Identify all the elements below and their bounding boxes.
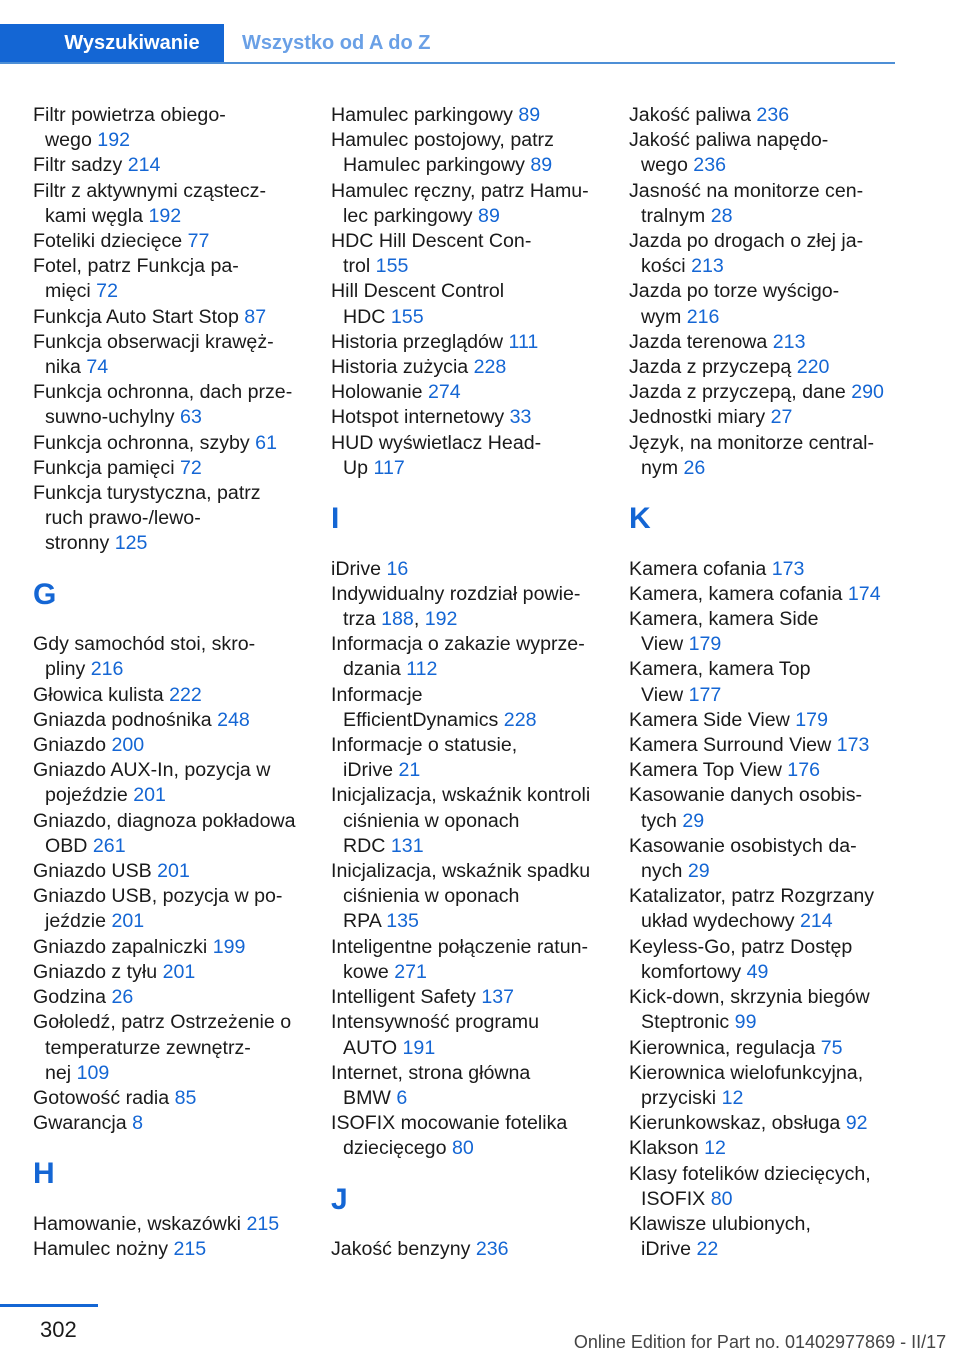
page-link[interactable]: 200	[111, 734, 145, 757]
page-link[interactable]: 125	[114, 532, 148, 555]
page-link[interactable]: 74	[86, 356, 109, 379]
index-entry	[331, 935, 601, 985]
entry-term: Kamera Side View	[629, 708, 796, 731]
index-entry: Indywidualny rozdział powie- trza 188, 192	[331, 582, 581, 631]
index-entry	[33, 431, 303, 456]
index-entry	[629, 557, 899, 582]
page-link[interactable]: 135	[386, 910, 419, 933]
page-link[interactable]: 290	[851, 381, 884, 404]
page-link[interactable]: 222	[169, 683, 202, 706]
entry-term: Hamulec parkingowy	[331, 104, 519, 126]
entry-term: ISOFIX	[641, 1187, 711, 1210]
index-entry	[629, 834, 899, 884]
page-link[interactable]: 85	[174, 1086, 197, 1109]
entry-term: Informacje	[331, 683, 423, 706]
entry-term: Filtr powietrza obiego-	[33, 104, 226, 126]
entry-term: Kamera cofania	[629, 557, 772, 580]
entry-term: stronny	[45, 532, 115, 555]
page-link[interactable]: 22	[696, 1238, 719, 1261]
index-entry	[33, 960, 303, 985]
index-entry	[331, 683, 601, 733]
entry-term: Gniazda podnośnika	[33, 708, 218, 731]
entry-term: dzania	[343, 658, 407, 681]
section-letter: G	[33, 577, 57, 611]
entry-term: Foteliki dziecięce	[33, 230, 188, 253]
entry-term: Funkcja Auto Start Stop	[33, 305, 245, 328]
entry-term: Gniazdo AUX-In, pozycja w	[33, 759, 271, 782]
index-entry	[33, 1086, 303, 1111]
page-link[interactable]: 248	[217, 708, 250, 731]
entry-term: RPA	[343, 910, 387, 933]
entry-term: Holowanie	[331, 381, 428, 404]
page-link[interactable]: 12	[721, 1086, 744, 1109]
index-entry	[629, 582, 899, 607]
entry-term: Indywidualny rozdział powie-	[331, 582, 581, 605]
index-entry	[331, 128, 601, 178]
entry-term: Inicjalizacja, wskaźnik spadku	[331, 860, 591, 883]
page-link[interactable]: 61	[255, 431, 277, 454]
page-link[interactable]: 75	[820, 1036, 843, 1059]
entry-term: Kick-down, skrzynia biegów	[629, 986, 870, 1009]
page-link[interactable]: 201	[157, 860, 190, 883]
index-entry	[33, 1111, 303, 1136]
page-link[interactable]: 155	[375, 255, 409, 278]
page-link[interactable]: 29	[687, 860, 710, 883]
page-link[interactable]: 80	[451, 1137, 474, 1160]
index-entry	[33, 809, 303, 859]
entry-term: trza	[343, 608, 382, 631]
page-link[interactable]: 6	[396, 1086, 408, 1109]
index-entry	[33, 758, 303, 808]
entry-term: Kasowanie danych osobis-	[629, 784, 863, 807]
entry-term: Godzina	[33, 986, 112, 1009]
index-entry	[629, 1036, 899, 1061]
entry-term: Gniazdo zapalniczki	[33, 935, 213, 958]
entry-term: Kamera, kamera Side	[629, 608, 819, 631]
entry-term: Jakość paliwa	[629, 104, 757, 126]
index-entry	[629, 229, 899, 279]
entry-term: Intelligent Safety	[331, 986, 482, 1009]
entry-term: AUTO	[343, 1036, 403, 1059]
entry-term: Gniazdo, diagnoza pokładowa	[33, 809, 296, 832]
page-link[interactable]: 216	[686, 305, 720, 328]
index-entry	[629, 758, 899, 783]
entry-term: Hamowanie, wskazówki	[33, 1212, 247, 1235]
entry-term: Jazda z przyczepą, dane	[629, 381, 852, 404]
page-link[interactable]: 274	[427, 381, 461, 404]
index-entry	[629, 179, 899, 229]
page-link[interactable]: 201	[111, 910, 145, 933]
entry-term: Kierunkowskaz, obsługa	[629, 1112, 846, 1135]
page-link[interactable]: 236	[475, 1238, 509, 1261]
page-link[interactable]: 109	[76, 1061, 110, 1084]
entry-term: Głowica kulista	[33, 683, 170, 706]
entry-term: ruch prawo-/lewo-	[45, 507, 201, 530]
entry-term: Klakson	[629, 1137, 705, 1160]
page-link[interactable]: 92	[845, 1112, 868, 1135]
page-link[interactable]: 228	[503, 708, 537, 731]
entry-term: Jazda po torze wyścigo-	[629, 280, 840, 303]
page-link[interactable]: 176	[787, 759, 820, 782]
index-entry	[629, 657, 899, 707]
section-letter: I	[331, 502, 340, 536]
index-entry	[33, 985, 303, 1010]
page-link[interactable]: 12	[704, 1137, 726, 1160]
entry-term: trol	[343, 255, 376, 278]
index-entry	[33, 632, 303, 682]
entry-term: Gniazdo	[33, 734, 112, 757]
page-link[interactable]: 215	[173, 1238, 207, 1261]
index-entry	[629, 431, 899, 481]
entry-term: Gdy samochód stoi, skro-	[33, 633, 256, 656]
index-entry	[331, 405, 601, 430]
entry-term: BMW	[343, 1086, 397, 1109]
index-entry	[629, 1136, 899, 1161]
page-link[interactable]: 213	[772, 330, 806, 353]
index-entry	[33, 859, 303, 884]
page-link[interactable]: 27	[770, 406, 793, 429]
index-entry	[629, 985, 899, 1035]
index-entry	[629, 330, 899, 355]
entry-term: Funkcja ochronna, szyby	[33, 431, 256, 454]
entry-term: Inteligentne połączenie ratun-	[331, 935, 589, 958]
entry-term: EfficientDynamics	[343, 708, 504, 731]
page-link[interactable]: 214	[127, 154, 161, 177]
entry-term: Hamulec postojowy, patrz	[331, 129, 554, 152]
page-link[interactable]: 33	[509, 406, 532, 429]
entry-term: Jazda terenowa	[629, 330, 773, 353]
index-entry	[331, 279, 601, 329]
page-link[interactable]: 271	[394, 960, 427, 983]
index-entry	[629, 103, 899, 128]
index-entry	[33, 330, 303, 380]
entry-term: Kierownica, regulacja	[629, 1036, 821, 1059]
entry-term: iDrive	[641, 1238, 697, 1261]
index-entry	[33, 1237, 303, 1262]
entry-term: HUD wyświetlacz Head-	[331, 431, 542, 454]
entry-term: temperaturze zewnętrz-	[45, 1036, 251, 1059]
index-entry	[331, 330, 601, 355]
page-link[interactable]: 16	[386, 557, 409, 580]
index-entry	[629, 733, 899, 758]
index-entry	[331, 985, 601, 1010]
entry-term: Gniazdo USB, pozycja w po-	[33, 885, 283, 908]
entry-term: Jakość benzyny	[331, 1238, 476, 1261]
entry-term: Internet, strona główna	[331, 1061, 531, 1084]
entry-term: mięci	[45, 280, 97, 303]
entry-term: Hill Descent Control	[331, 280, 505, 303]
entry-term: Informacje o statusie,	[331, 734, 518, 757]
header-tab-bar	[0, 24, 895, 64]
page-link[interactable]: 236	[693, 154, 726, 177]
entry-term: Historia przeglądów	[331, 330, 509, 353]
page-number: 302	[40, 1317, 77, 1342]
entry-term: Kierownica wielofunkcyjna,	[629, 1061, 864, 1084]
entry-term: Inicjalizacja, wskaźnik kontroli	[331, 784, 591, 807]
entry-term: Fotel, patrz Funkcja pa-	[33, 255, 239, 278]
entry-term: Informacja o zakazie wyprze-	[331, 633, 585, 656]
page-link[interactable]: 99	[734, 1011, 757, 1034]
entry-term: Kamera Top View	[629, 759, 788, 782]
entry-term: Katalizator, patrz Rozgrzany	[629, 885, 875, 908]
entry-term: Jazda po drogach o złej ja-	[629, 230, 864, 253]
index-entry	[629, 708, 899, 733]
page-link[interactable]: 177	[688, 683, 722, 706]
entry-term: View	[641, 633, 689, 656]
entry-term: Gołoledź, patrz Ostrzeżenie o	[33, 1011, 292, 1034]
entry-term: Klawisze ulubionych,	[629, 1212, 811, 1235]
page-link[interactable]: 77	[187, 230, 210, 253]
page-link[interactable]: 111	[508, 330, 539, 353]
index-entry	[629, 1162, 899, 1212]
page-link[interactable]: 214	[800, 910, 833, 933]
entry-term: Funkcja ochronna, dach prze-	[33, 381, 293, 404]
page-link[interactable]: 29	[682, 809, 705, 832]
index-entry	[629, 884, 899, 934]
index-entry	[33, 733, 303, 758]
entry-term: nika	[45, 356, 87, 379]
index-entry	[33, 254, 303, 304]
entry-term: jeździe	[45, 910, 112, 933]
index-entry	[629, 607, 899, 657]
page-link[interactable]: 192	[148, 204, 182, 227]
index-entry	[629, 783, 899, 833]
section-letter: H	[33, 1157, 55, 1191]
entry-term: View	[641, 683, 689, 706]
entry-term: Kasowanie osobistych da-	[629, 834, 857, 857]
index-column-2	[331, 103, 601, 1262]
index-entry	[629, 128, 899, 178]
entry-term: Filtr sadzy	[33, 154, 128, 177]
edition-note: Online Edition for Part no. 01402977869 - II/17	[573, 1332, 947, 1352]
entry-term: Kamera Surround View	[629, 734, 837, 757]
page-link[interactable]: 89	[478, 204, 500, 227]
page-link[interactable]: 174	[847, 582, 881, 605]
page-link[interactable]: 213	[691, 255, 724, 278]
footer-rule	[0, 1304, 98, 1307]
entry-term: pliny	[45, 658, 91, 681]
entry-term: ciśnienia w oponach	[343, 885, 520, 908]
entry-term: Gniazdo z tyłu	[33, 960, 163, 983]
tab-search[interactable]: Wyszukiwanie	[0, 24, 224, 62]
index-entry	[33, 884, 303, 934]
entry-term: tralnym	[641, 204, 711, 227]
index-entry	[331, 380, 601, 405]
page-link[interactable]: 89	[530, 154, 553, 177]
entry-term: lec parkingowy	[343, 204, 479, 227]
index-entry	[33, 456, 303, 481]
page-link[interactable]: 220	[796, 356, 830, 379]
index-entry	[33, 153, 303, 178]
entry-term: komfortowy	[641, 960, 747, 983]
entry-term: tych	[641, 809, 683, 832]
page-link[interactable]: 201	[133, 784, 166, 807]
entry-term: Intensywność programu	[331, 1011, 540, 1034]
page-link[interactable]: 199	[212, 935, 246, 958]
index-entry	[33, 708, 303, 733]
page-link[interactable]: 173	[771, 557, 805, 580]
page-link[interactable]: 26	[683, 456, 706, 479]
entry-term: pojeździe	[45, 784, 134, 807]
entry-term: ciśnienia w oponach	[343, 809, 520, 832]
tab-a-to-z[interactable]: Wszystko od A do Z	[242, 31, 431, 54]
entry-term: Steptronic	[641, 1011, 735, 1034]
entry-term: wym	[641, 305, 687, 328]
entry-term: przyciski	[641, 1086, 722, 1109]
index-entry	[33, 683, 303, 708]
entry-term: suwno-uchylny	[45, 406, 181, 429]
page-link[interactable]: 188	[381, 608, 414, 631]
entry-term: HDC	[343, 305, 391, 328]
section-letter: J	[331, 1182, 348, 1216]
index-entry	[33, 305, 303, 330]
entry-term: nych	[641, 860, 688, 883]
page-link[interactable]: 201	[162, 960, 196, 983]
page-link[interactable]: 137	[481, 986, 515, 1009]
index-entry	[33, 380, 303, 430]
page-link[interactable]: 191	[402, 1036, 436, 1059]
index-entry	[33, 1010, 303, 1086]
page-link[interactable]: 173	[836, 734, 870, 757]
page-link[interactable]: 72	[96, 280, 118, 303]
page-link[interactable]: 215	[246, 1212, 280, 1235]
page-link[interactable]: 192	[97, 129, 130, 152]
page-link[interactable]: 28	[710, 204, 733, 227]
page-link[interactable]: 155	[390, 305, 424, 328]
index-entry	[33, 103, 303, 153]
page-link[interactable]: 63	[180, 406, 202, 429]
index-entry	[33, 179, 303, 229]
index-entry	[33, 229, 303, 254]
index-entry	[629, 380, 899, 405]
page-link[interactable]: 117	[373, 456, 405, 479]
page-link[interactable]: 8	[132, 1112, 144, 1135]
entry-term: HDC Hill Descent Con-	[331, 230, 532, 253]
page-link[interactable]: 236	[756, 104, 790, 126]
page-link[interactable]: 192	[424, 608, 458, 631]
index-entry	[629, 355, 899, 380]
page-link[interactable]: 179	[795, 708, 828, 731]
entry-term: wego	[45, 129, 98, 152]
page-link[interactable]: 72	[180, 456, 202, 479]
entry-term: RDC	[343, 834, 391, 857]
entry-term: Jednostki miary	[629, 406, 771, 429]
index-entry	[629, 1111, 899, 1136]
page-link[interactable]: 261	[92, 834, 126, 857]
entry-term: Klasy fotelików dziecięcych,	[629, 1162, 871, 1185]
entry-term: Historia zużycia	[331, 356, 474, 379]
entry-term: Gotowość radia	[33, 1086, 175, 1109]
index-entry	[331, 1111, 601, 1161]
index-entry	[629, 935, 899, 985]
entry-term: Kamera, kamera Top	[629, 658, 811, 681]
index-entry	[331, 103, 601, 128]
index-entry	[33, 935, 303, 960]
index-column-1	[33, 103, 303, 1262]
entry-term: Jakość paliwa napędo-	[629, 129, 829, 152]
index-entry	[331, 229, 601, 279]
entry-term: iDrive	[331, 557, 387, 580]
entry-term: Jazda z przyczepą	[629, 356, 797, 379]
page-link[interactable]: 112	[406, 658, 438, 681]
index-entry	[331, 431, 601, 481]
index-entry	[629, 1212, 899, 1262]
entry-term: kowe	[343, 960, 395, 983]
index-entry	[331, 179, 601, 229]
entry-term: Up	[343, 456, 374, 479]
entry-term: Gniazdo USB	[33, 860, 158, 883]
entry-term: Keyless-Go, patrz Dostęp	[629, 935, 853, 958]
page-link[interactable]: 89	[518, 104, 541, 126]
entry-term: Kamera, kamera cofania	[629, 582, 848, 605]
page-link[interactable]: 26	[111, 986, 134, 1009]
entry-term: dziecięcego	[343, 1137, 452, 1160]
entry-term: Funkcja pamięci	[33, 456, 181, 479]
entry-term: iDrive	[343, 759, 399, 782]
page-link[interactable]: 216	[90, 658, 124, 681]
index-entry	[629, 279, 899, 329]
entry-term: Funkcja turystyczna, patrz	[33, 482, 261, 505]
entry-term: Gwarancja	[33, 1112, 133, 1135]
index-entry	[331, 783, 601, 859]
entry-term: wego	[641, 154, 694, 177]
index-entry	[33, 1212, 303, 1237]
page-link[interactable]: 179	[688, 633, 722, 656]
entry-term: kości	[641, 255, 692, 278]
entry-term: Jasność na monitorze cen-	[629, 179, 864, 202]
index-entry	[331, 859, 601, 935]
index-entry	[331, 733, 601, 783]
entry-term: Filtr z aktywnymi cząstecz-	[33, 179, 266, 202]
entry-term: OBD	[45, 834, 93, 857]
section-letter: K	[629, 502, 651, 536]
index-entry	[331, 1061, 601, 1111]
entry-term: Hamulec ręczny, patrz Hamu-	[331, 179, 589, 202]
page-link[interactable]: 49	[746, 960, 769, 983]
index-entry	[629, 405, 899, 430]
entry-term: układ wydechowy	[641, 910, 801, 933]
entry-term: Hamulec nożny	[33, 1238, 174, 1261]
index-entry	[331, 557, 601, 582]
entry-term: nej	[45, 1061, 77, 1084]
entry-term: Funkcja obserwacji krawęż-	[33, 330, 274, 353]
entry-term: ISOFIX mocowanie fotelika	[331, 1112, 568, 1135]
page-link[interactable]: 87	[244, 305, 267, 328]
index-entry	[33, 481, 303, 557]
entry-term: Język, na monitorze central-	[629, 431, 875, 454]
page-link[interactable]: 21	[398, 759, 421, 782]
index-entry	[331, 355, 601, 380]
index-entry	[629, 1061, 899, 1111]
entry-term: kami węgla	[45, 204, 149, 227]
entry-term: nym	[641, 456, 684, 479]
page-link[interactable]: 228	[473, 356, 507, 379]
index-entry	[331, 1237, 601, 1262]
entry-term: Hamulec parkingowy	[343, 154, 531, 177]
page-link[interactable]: 80	[710, 1187, 733, 1210]
page-link[interactable]: 131	[390, 834, 424, 857]
index-entry	[331, 1010, 601, 1060]
entry-term: Hotspot internetowy	[331, 406, 510, 429]
index-column-3	[629, 103, 899, 1262]
index-entry	[331, 632, 601, 682]
